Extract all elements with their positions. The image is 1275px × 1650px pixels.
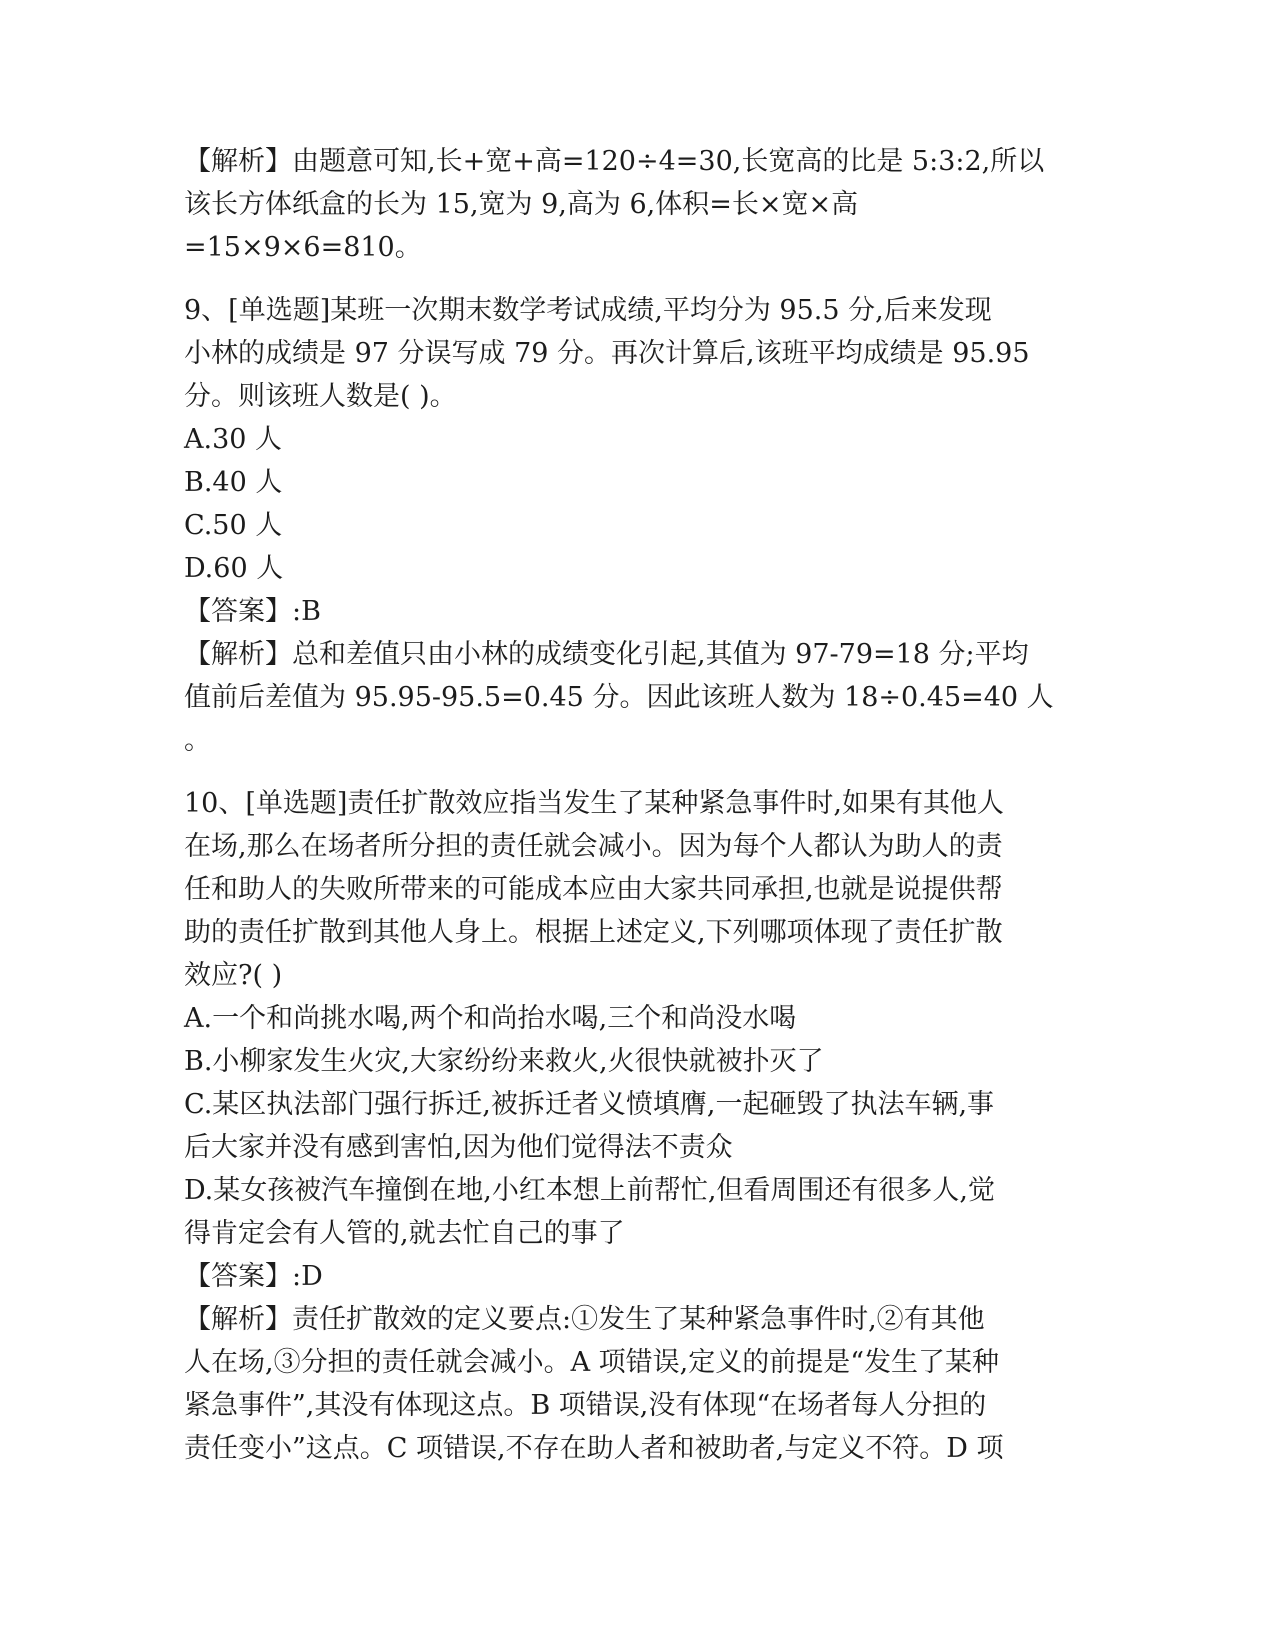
analysis-line: 【解析】总和差值只由小林的成绩变化引起,其值为 97-79=18 分;平均 (184, 639, 1029, 670)
question-text-line: 效应?( ) (184, 960, 283, 991)
option-c: C.50 人 (184, 510, 283, 541)
analysis-block-q8 (184, 140, 1064, 269)
paragraph-gap (184, 269, 1064, 289)
option-c-cont: 后大家并没有感到害怕,因为他们觉得法不责众 (184, 1132, 733, 1163)
analysis-line: 人在场,③分担的责任就会减小。A 项错误,定义的前提是“发生了某种 (184, 1347, 1000, 1378)
analysis-line: 紧急事件”,其没有体现这点。B 项错误,没有体现“在场者每人分担的 (184, 1390, 987, 1421)
question-text-line: 在场,那么在场者所分担的责任就会减小。因为每个人都认为助人的责 (184, 831, 1003, 862)
text-line: 【解析】由题意可知,长+宽+高=120÷4=30,长宽高的比是 5:3:2,所以 (184, 146, 1045, 177)
option-b: B.小柳家发生火灾,大家纷纷来救火,火很快就被扑灭了 (184, 1046, 824, 1077)
paragraph-gap (184, 762, 1064, 782)
text-line: =15×9×6=810。 (184, 232, 422, 263)
analysis-line: 责任变小”这点。C 项错误,不存在助人者和被助者,与定义不符。D 项 (184, 1433, 1004, 1464)
question-text-line: 任和助人的失败所带来的可能成本应由大家共同承担,也就是说提供帮 (184, 874, 1003, 905)
document-page (184, 140, 1064, 1470)
question-text-line: 助的责任扩散到其他人身上。根据上述定义,下列哪项体现了责任扩散 (184, 917, 1003, 948)
question-text-line: 9、[单选题]某班一次期末数学考试成绩,平均分为 95.5 分,后来发现 (184, 295, 992, 326)
answer-line: 【答案】:D (184, 1261, 323, 1292)
analysis-line: 值前后差值为 95.95-95.5=0.45 分。因此该班人数为 18÷0.45=40 人 (184, 682, 1054, 713)
option-a: A.一个和尚挑水喝,两个和尚抬水喝,三个和尚没水喝 (184, 1003, 797, 1034)
option-a: A.30 人 (184, 424, 283, 455)
analysis-line: 。 (184, 725, 211, 756)
question-text-line: 小林的成绩是 97 分误写成 79 分。再次计算后,该班平均成绩是 95.95 (184, 338, 1030, 369)
text-line: 该长方体纸盒的长为 15,宽为 9,高为 6,体积=长×宽×高 (184, 189, 859, 220)
question-block-9 (184, 289, 1064, 762)
option-d: D.60 人 (184, 553, 284, 584)
answer-line: 【答案】:B (184, 596, 321, 627)
option-b: B.40 人 (184, 467, 283, 498)
question-text-line: 10、[单选题]责任扩散效应指当发生了某种紧急事件时,如果有其他人 (184, 788, 1005, 819)
analysis-line: 【解析】责任扩散效的定义要点:①发生了某种紧急事件时,②有其他 (184, 1304, 985, 1335)
option-c: C.某区执法部门强行拆迁,被拆迁者义愤填膺,一起砸毁了执法车辆,事 (184, 1089, 995, 1120)
option-d: D.某女孩被汽车撞倒在地,小红本想上前帮忙,但看周围还有很多人,觉 (184, 1175, 996, 1206)
question-block-10 (184, 782, 1064, 1470)
question-text-line: 分。则该班人数是( )。 (184, 381, 457, 412)
option-d-cont: 得肯定会有人管的,就去忙自己的事了 (184, 1218, 625, 1249)
